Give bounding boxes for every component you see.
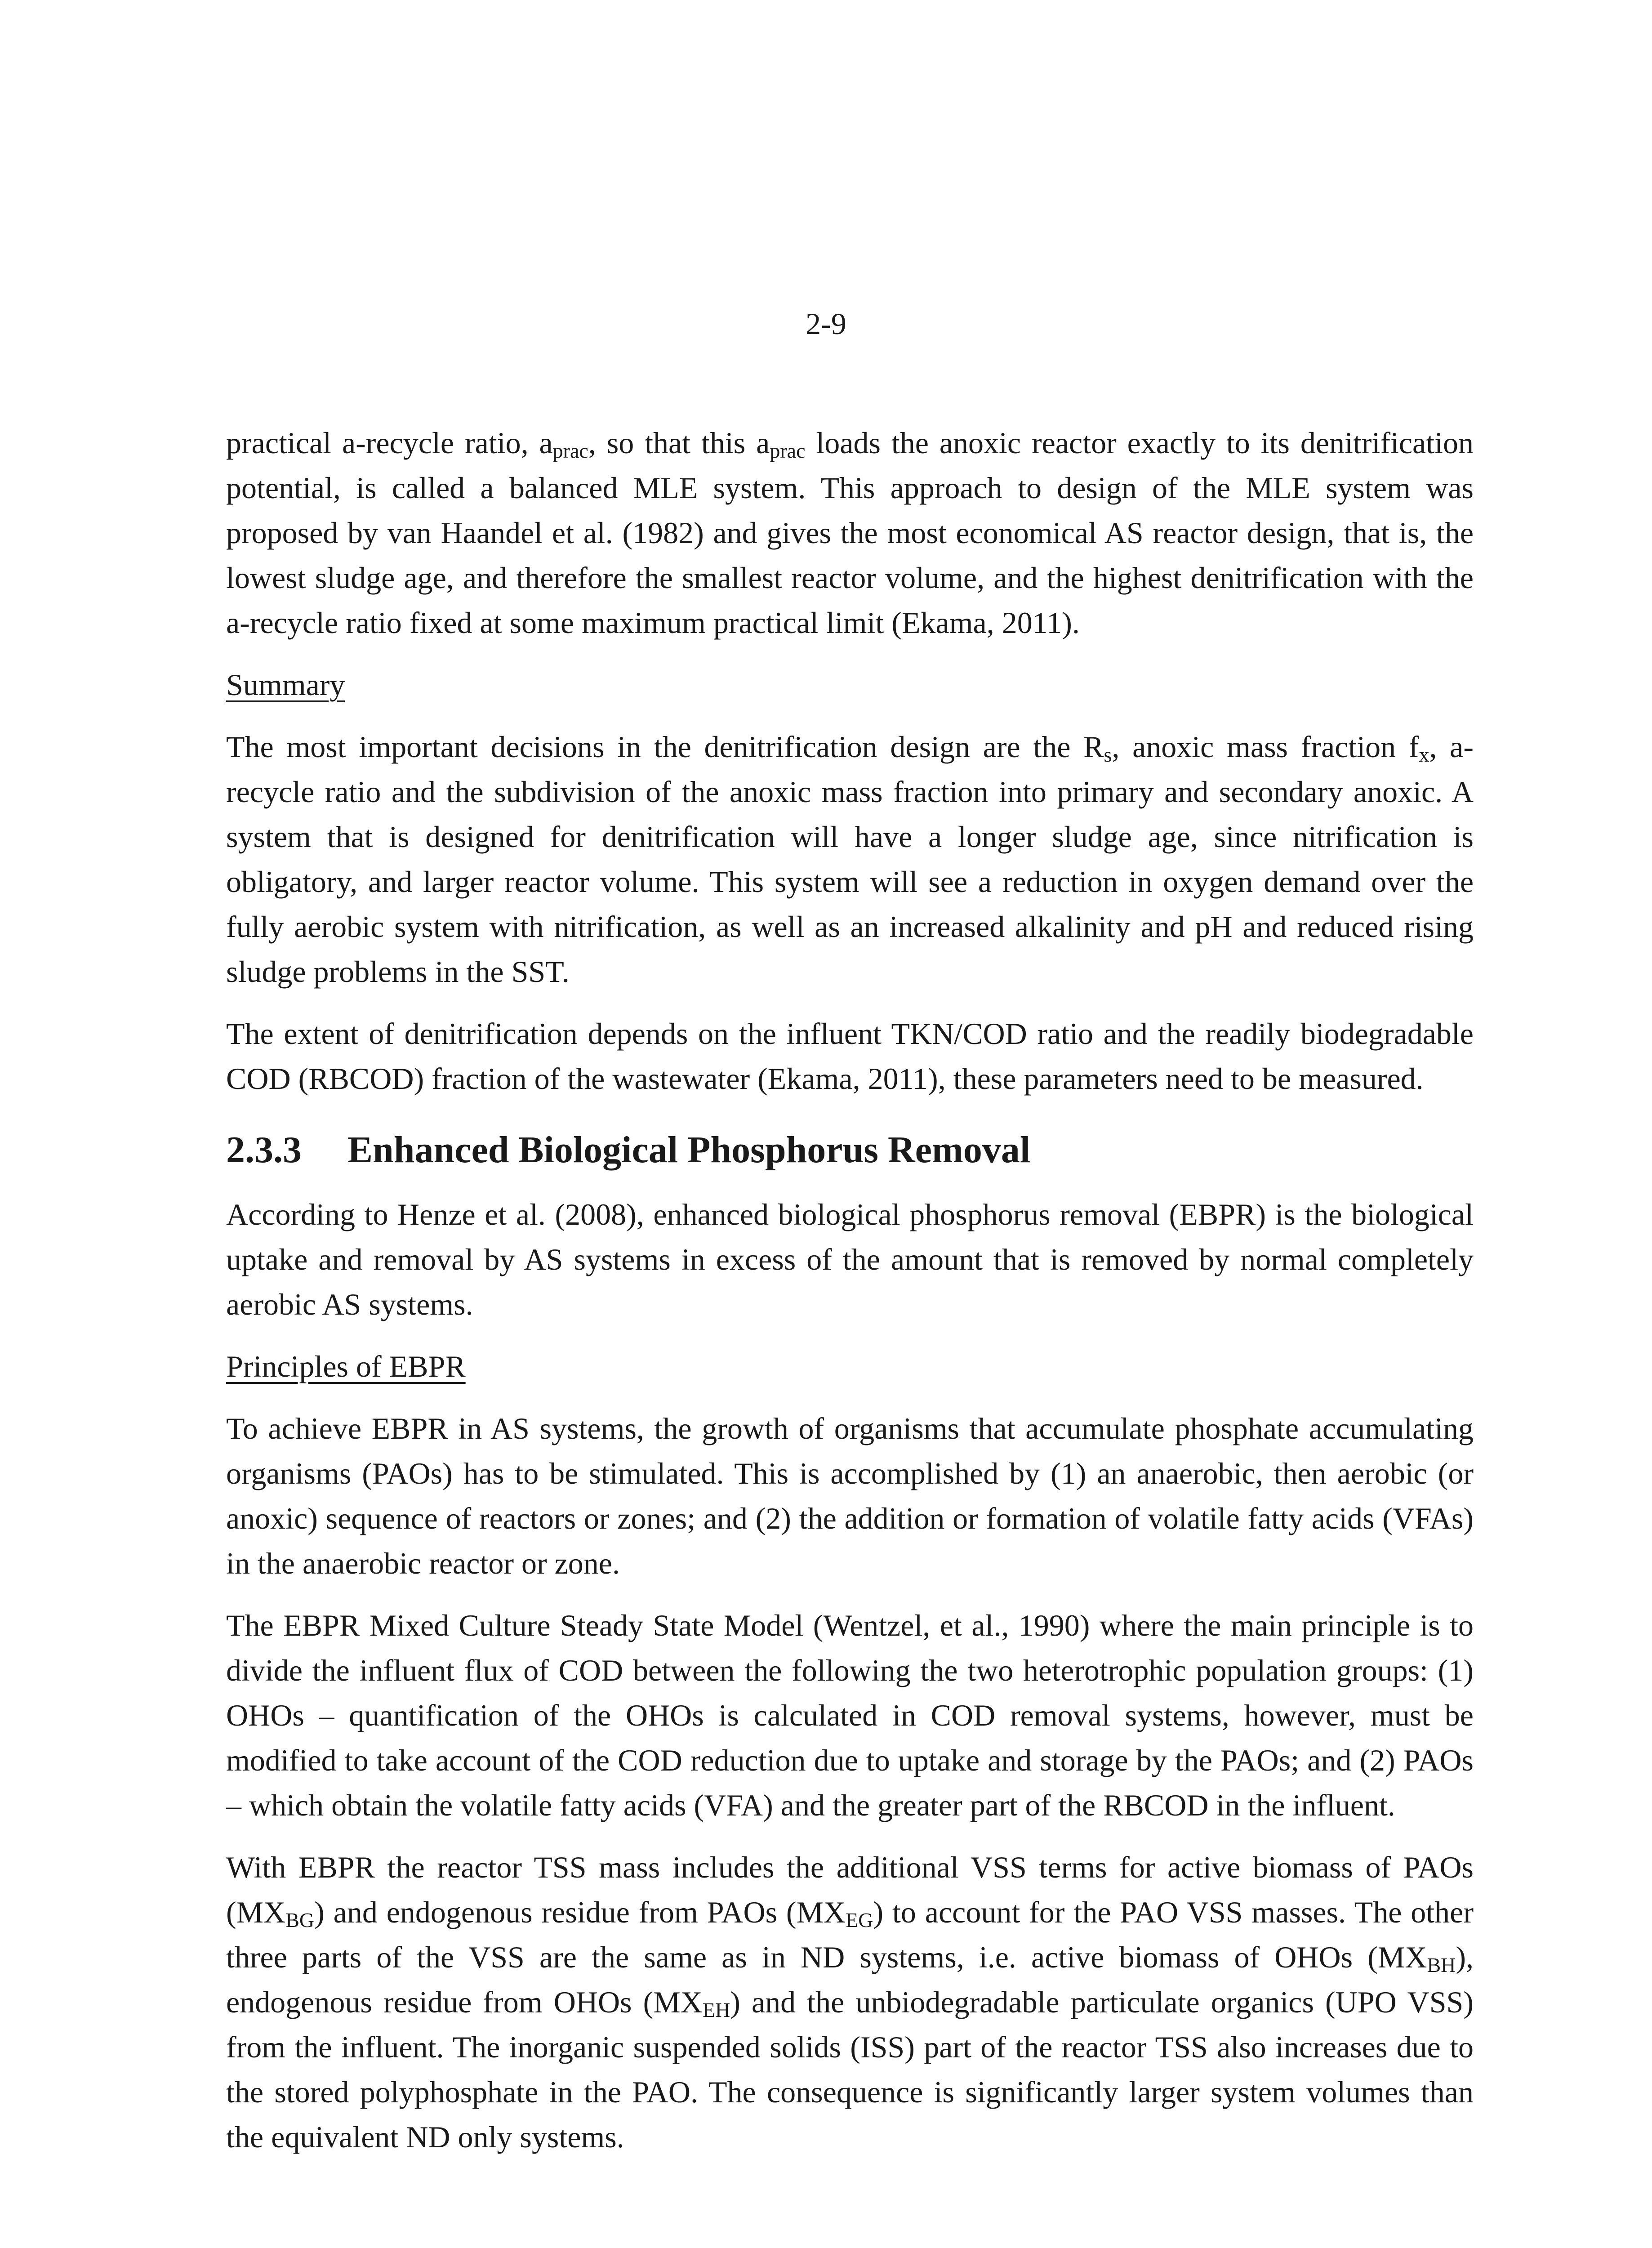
section-heading	[226, 1125, 1474, 1175]
paragraph-denitrification-extent: The extent of denitrification depends on the influent TKN/COD ratio and the readily biodegradable COD (RBCOD) fraction of the wastewater (Ekama, 2011), these parameters need to be measured.	[226, 1017, 1474, 1096]
section-title: Enhanced Biological Phosphorus Removal	[347, 1129, 1031, 1171]
paragraph-balanced-mle: practical a-recycle ratio, $a_{prac}$, so that this $a_{prac}$ loads the anoxic reactor exactly to its denitrification potential, is called a balanced MLE system. This approach to design of the MLE system was proposed by van Haandel et al. (1982) and gives the most economical AS reactor design, that is, the lowest sludge age, and therefore the smallest reactor volume, and the highest denitrification with the a-recycle ratio fixed at some maximum practical limit (Ekama, 2011).	[226, 426, 1474, 640]
paragraph-ebpr-definition: According to Henze et al. (2008), enhanced biological phosphorus removal (EBPR) is the biological uptake and removal by AS systems in excess of the amount that is removed by normal completely aerobic AS systems.	[226, 1197, 1474, 1321]
paragraph-summary: The most important decisions in the denitrification design are the $R_s$, anoxic mass fraction $f_x$, a-recycle ratio and the subdivision of the anoxic mass fraction into primary and secondary anoxic. A system that is designed for denitrification will have a longer sludge age, since nitrification is obligatory, and larger reactor volume. This system will see a reduction in oxygen demand over the fully aerobic system with nitrification, as well as an increased alkalinity and pH and reduced rising sludge problems in the SST.	[226, 730, 1474, 989]
summary-heading: Summary	[226, 668, 345, 702]
section-number: 2.3.3	[226, 1129, 302, 1171]
paragraph-ebpr-model: The EBPR Mixed Culture Steady State Model (Wentzel, et al., 1990) where the main principle is to divide the influent flux of COD between the following the two heterotrophic population groups: (1) OHOs – quantification of the OHOs is calculated in COD removal systems, however, must be modified to take account of the COD reduction due to uptake and storage by the PAOs; and (2) PAOs – which obtain the volatile fatty acids (VFA) and the greater part of the RBCOD in the influent.	[226, 1608, 1474, 1822]
paragraph-ebpr-principles: To achieve EBPR in AS systems, the growth of organisms that accumulate phosphate accumulating organisms (PAOs) has to be stimulated. This is accomplished by (1) an anaerobic, then aerobic (or anoxic) sequence of reactors or zones; and (2) the addition or formation of volatile fatty acids (VFAs) in the anaerobic reactor or zone.	[226, 1411, 1474, 1580]
principles-heading: Principles of EBPR	[226, 1349, 466, 1383]
page-number: 2-9	[806, 307, 846, 341]
paragraph-ebpr-tss: With EBPR the reactor TSS mass includes the additional VSS terms for active biomass of PAOs $(MX_{BG})$ and endogenous residue from PAOs $(MX_{EG})$ to account for the PAO VSS masses. The other three parts of the VSS are the same as in ND systems, i.e. active biomass of OHOs $(MX_{BH})$, endogenous residue from OHOs $(MX_{EH})$ and the unbiodegradable particulate organics (UPO VSS) from the influent. The inorganic suspended solids (ISS) part of the reactor TSS also increases due to the stored polyphosphate in the PAO. The consequence is significantly larger system volumes than the equivalent ND only systems.	[226, 1850, 1474, 2154]
page-content	[226, 420, 1474, 2159]
